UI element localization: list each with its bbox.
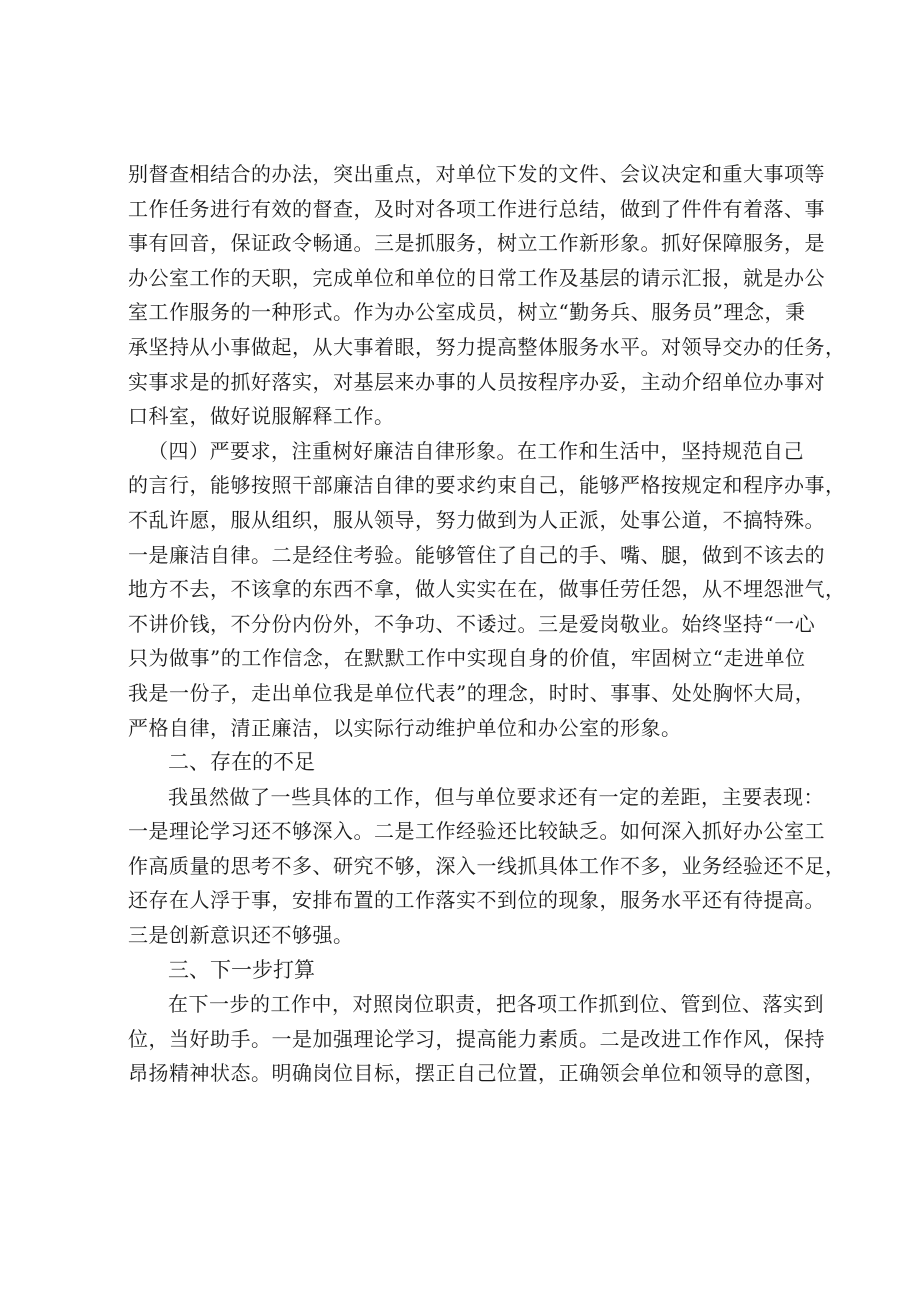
text-line: 实事求是的抓好落实，对基层来办事的人员按程序办妥，主动介绍单位办事对: [128, 369, 825, 394]
text-line: 口科室，做好说服解释工作。: [128, 404, 395, 429]
text-line: 事有回音，保证政令畅通。三是抓服务，树立工作新形象。抓好保障服务，是: [128, 231, 825, 256]
paragraph-shortcomings: [128, 780, 846, 953]
text-line: 地方不去，不该拿的东西不拿，做人实实在在，做事任劳任怨，从不埋怨泄气，: [128, 577, 846, 602]
text-line: 还存在人浮于事，安排布置的工作落实不到位的现象，服务水平还有待提高。: [128, 888, 825, 913]
text-line: 一是理论学习还不够深入。二是工作经验还比较缺乏。如何深入抓好办公室工: [128, 819, 825, 844]
text-line: （四）严要求，注重树好廉洁自律形象。在工作和生活中，坚持规范自己: [148, 438, 804, 463]
document-page: [128, 157, 846, 1091]
text-line: 一是廉洁自律。二是经住考验。能够管住了自己的手、嘴、腿，做到不该去的: [128, 542, 825, 567]
text-line: 室工作服务的一种形式。作为办公室成员，树立“勤务兵、服务员”理念，秉: [128, 300, 806, 325]
text-line: 作高质量的思考不多、研究不够，深入一线抓具体工作不多，业务经验还不足，: [128, 853, 846, 878]
text-line: 我是一份子，走出单位我是单位代表”的理念，时时、事事、处处胸怀大局，: [128, 680, 816, 705]
text-line: 不讲价钱，不分份内份外，不争功、不诿过。三是爱岗敬业。始终坚持“一心: [128, 611, 816, 636]
text-line: 严格自律，清正廉洁，以实际行动维护单位和办公室的形象。: [128, 715, 682, 740]
text-line: 在下一步的工作中，对照岗位职责，把各项工作抓到位、管到位、落实到: [168, 992, 824, 1017]
text-line: 位，当好助手。一是加强理论学习，提高能力素质。二是改进工作作风，保持: [128, 1026, 825, 1051]
text-line: 只为做事”的工作信念，在默默工作中实现自身的价值，牢固树立“走进单位: [128, 646, 806, 671]
text-line: 昂扬精神状态。明确岗位目标，摆正自己位置，正确领会单位和领导的意图，: [128, 1061, 825, 1086]
paragraph-self-discipline: [128, 434, 846, 745]
text-line: 的言行，能够按照干部廉洁自律的要求约束自己，能够严格按规定和程序办事，: [128, 473, 846, 498]
text-line: 工作任务进行有效的督查，及时对各项工作进行总结，做到了件件有着落、事: [128, 196, 825, 221]
text-line: 承坚持从小事做起，从大事着眼，努力提高整体服务水平。对领导交办的任务，: [128, 334, 846, 359]
text-line: 别督查相结合的办法，突出重点，对单位下发的文件、会议决定和重大事项等: [128, 162, 825, 186]
section-heading-shortcomings: 二、存在的不足: [168, 750, 315, 775]
paragraph-work-service: [128, 157, 846, 434]
paragraph-next-steps: [128, 987, 825, 1091]
text-line: 我虽然做了一些具体的工作，但与单位要求还有一定的差距，主要表现：: [168, 784, 824, 809]
text-line: 办公室工作的天职，完成单位和单位的日常工作及基层的请示汇报，就是办公: [128, 265, 825, 290]
text-line: 三是创新意识还不够强。: [128, 923, 354, 948]
section-heading-next-steps: 三、下一步打算: [168, 957, 315, 982]
text-line: 不乱许愿，服从组织，服从领导，努力做到为人正派，处事公道，不搞特殊。: [128, 507, 825, 532]
